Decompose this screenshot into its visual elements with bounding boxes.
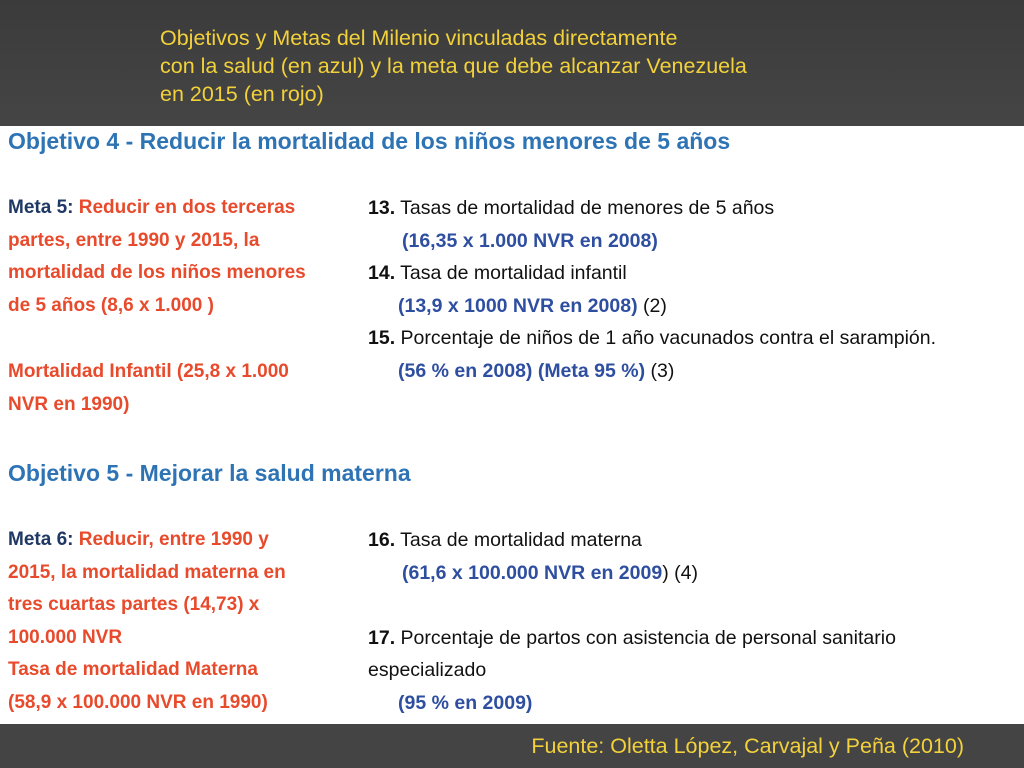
goal5-meta-line-4: 100.000 NVR — [8, 626, 123, 648]
indicator-17 — [368, 622, 896, 655]
slide-title-line-1: Objetivos y Metas del Milenio vinculadas directamente — [160, 26, 678, 50]
indicator-15-number: 15. — [368, 327, 396, 349]
indicator-17-number: 17. — [368, 626, 396, 649]
indicator-13-value: (16,35 x 1.000 NVR en 2008) — [402, 229, 658, 252]
goal5-meta-line-6: (58,9 x 100.000 NVR en 1990) — [8, 691, 268, 713]
source-citation: Fuente: Oletta López, Carvajal y Peña (2010) — [531, 734, 964, 758]
goal5-indicators — [368, 524, 896, 719]
goal4-meta-line-2: partes, entre 1990 y 2015, la — [8, 229, 260, 251]
goal4-heading: Objetivo 4 - Reducir la mortalidad de los niños menores de 5 años — [8, 128, 731, 154]
slide-content — [0, 126, 1024, 724]
goal5-meta-colon: : — [67, 529, 74, 550]
goal5-meta-line-2: 2015, la mortalidad materna en — [8, 561, 286, 583]
indicator-16-value-row — [368, 557, 896, 590]
goal5-meta-label: Meta 6 — [8, 529, 68, 550]
indicator-16 — [368, 524, 896, 557]
goal4-indicators — [368, 192, 936, 387]
indicator-16-text: Tasa de mortalidad materna — [395, 529, 642, 551]
goal5-meta-line-1: Reducir, entre 1990 y — [73, 529, 269, 550]
indicator-17-value: (95 % en 2009) — [398, 691, 533, 714]
indicator-14-text: Tasa de mortalidad infantil — [395, 262, 627, 284]
goal5-meta-line-3: tres cuartas partes (14,73) x — [8, 594, 260, 615]
indicator-14-number: 14. — [368, 262, 396, 284]
goal5-heading: Objetivo 5 - Mejorar la salud materna — [8, 460, 411, 486]
slide-title — [160, 24, 920, 108]
indicator-15 — [368, 322, 936, 355]
indicator-16-value: (61,6 x 100.000 NVR en 2009 — [402, 561, 663, 584]
indicator-14-note: (2) — [637, 294, 667, 317]
indicator-spacer — [368, 589, 896, 622]
indicator-13-text: Tasas de mortalidad de menores de 5 años — [395, 197, 775, 219]
slide-footer — [0, 724, 1024, 768]
slide-title-line-2: con la salud (en azul) y la meta que debe alcanzar Venezuela — [160, 54, 747, 78]
indicator-16-number: 16. — [368, 529, 396, 551]
indicator-17-text: Porcentaje de partos con asistencia de personal sanitario — [395, 626, 896, 649]
goal4-infant-line-1: Mortalidad Infantil (25,8 x 1.000 — [8, 361, 289, 382]
indicator-14 — [368, 257, 936, 290]
goal4-meta — [8, 192, 306, 322]
indicator-15-note: (3) — [645, 359, 675, 382]
goal4-meta-line-3: mortalidad de los niños menores — [8, 262, 306, 283]
indicator-14-value: (13,9 x 1000 NVR en 2008) — [398, 294, 638, 317]
indicator-16-value-close: ) — [662, 561, 669, 584]
indicator-13 — [368, 192, 936, 225]
goal5-meta — [8, 524, 286, 719]
indicator-17-text-line-2: especializado — [368, 659, 487, 681]
slide-header — [0, 0, 1024, 126]
goal4-meta-line-1: Reducir en dos terceras — [73, 197, 296, 218]
indicator-15-value: (56 % en 2008) (Meta 95 %) — [398, 359, 646, 382]
indicator-15-text: Porcentaje de niños de 1 año vacunados contra el sarampión. — [395, 327, 937, 349]
indicator-13-number: 13. — [368, 197, 396, 219]
goal4-infant-line-2: NVR en 1990) — [8, 393, 130, 415]
goal4-meta-line-4: de 5 años (8,6 x 1.000 ) — [8, 294, 214, 316]
goal5-meta-line-5: Tasa de mortalidad Materna — [8, 659, 258, 680]
indicator-16-note: (4) — [668, 561, 698, 584]
slide-title-line-3: en 2015 (en rojo) — [160, 82, 324, 106]
indicator-17-value-row — [368, 687, 896, 720]
indicator-15-value-row — [368, 355, 936, 388]
indicator-13-value-row — [368, 225, 936, 258]
goal4-infant-mortality — [8, 356, 289, 421]
indicator-14-value-row — [368, 290, 936, 323]
goal4-meta-label: Meta 5: — [8, 197, 74, 218]
